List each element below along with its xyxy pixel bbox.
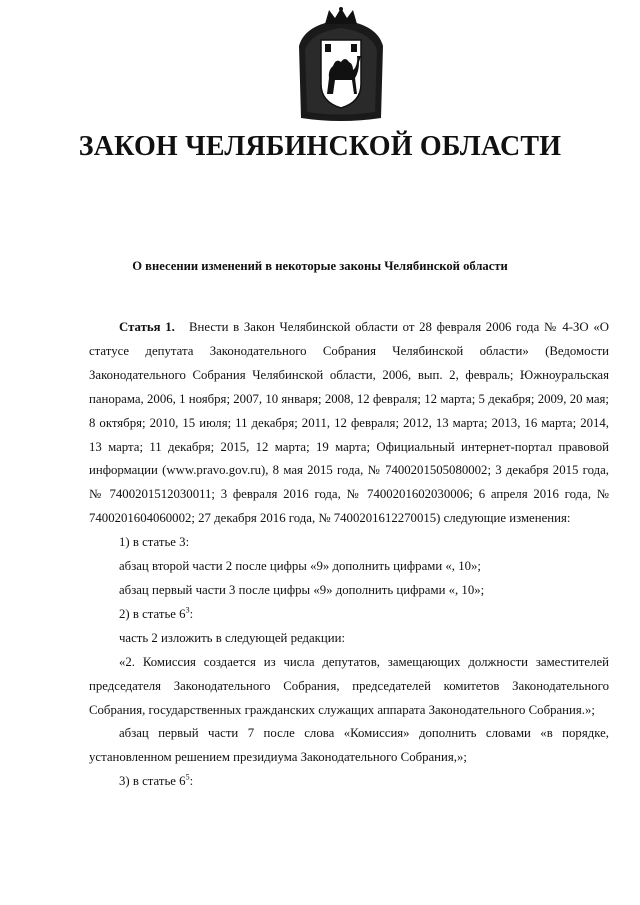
list-item: 3) в статье $6^5$: (119, 772, 194, 789)
article-1-intro (89, 316, 609, 531)
list-item: 1) в статье 3: (119, 535, 190, 550)
list-item: «2. Комиссия создается из числа депутатов, замещающих должности заместителей председателя Законодательного Собрания, председателей комитетов Законодательного Собрания, государственных гражданских служащих аппарата Законодательного Собрания.»; (89, 654, 609, 717)
list-item: часть 2 изложить в следующей редакции: (119, 630, 345, 645)
document-title: ЗАКОН ЧЕЛЯБИНСКОЙ ОБЛАСТИ (78, 131, 562, 162)
list-item: абзац первый части 3 после цифры «9» дополнить цифрами «, 10»; (119, 582, 485, 597)
article-1-text: Внести в Закон Челябинской области от 28 февраля 2006 года № 4-ЗО «О статусе депутата Законодательного Собрания Челябинской области» (Ведомости Законодательного Собрания Челябинской области, 2006, вып. 2, февраль; Южноуральская панорама, 2006, 1 ноября; 2007, 10 января; 2008, 12 февраля; 12 марта; 5 декабря; 2009, 20 мая; 8 октября; 2010, 15 июля; 11 декабря; 2011, 12 февраля; 2012, 13 марта; 2013, 16 марта; 2014, 13 марта; 11 декабря; 2015, 12 марта; 19 марта; Официальный интернет-портал правовой информации (www.pravo.gov.ru), 8 мая 2015 года, № 7400201505080002; 3 декабря 2015 года, № 7400201512030011; 3 февраля 2016 года, № 7400201602030006; 6 апреля 2016 года, № 7400201604060002; 27 декабря 2016 года, № 7400201612270015) следующие изменения: (89, 320, 609, 526)
list-item: 2) в статье $6^3$: (119, 605, 194, 621)
document-subtitle: О внесении изменений в некоторые законы Челябинской области (132, 259, 508, 273)
document-body (89, 316, 609, 794)
list-item: абзац первый части 7 после слова «Комиссия» дополнить словами «в порядке, установленном решением президиума Законодательного Собрания,»; (89, 726, 609, 765)
list-item: абзац второй части 2 после цифры «9» дополнить цифрами «, 10»; (119, 559, 481, 574)
article-label: Статья 1. (119, 320, 175, 334)
coat-of-arms-icon (295, 6, 387, 124)
